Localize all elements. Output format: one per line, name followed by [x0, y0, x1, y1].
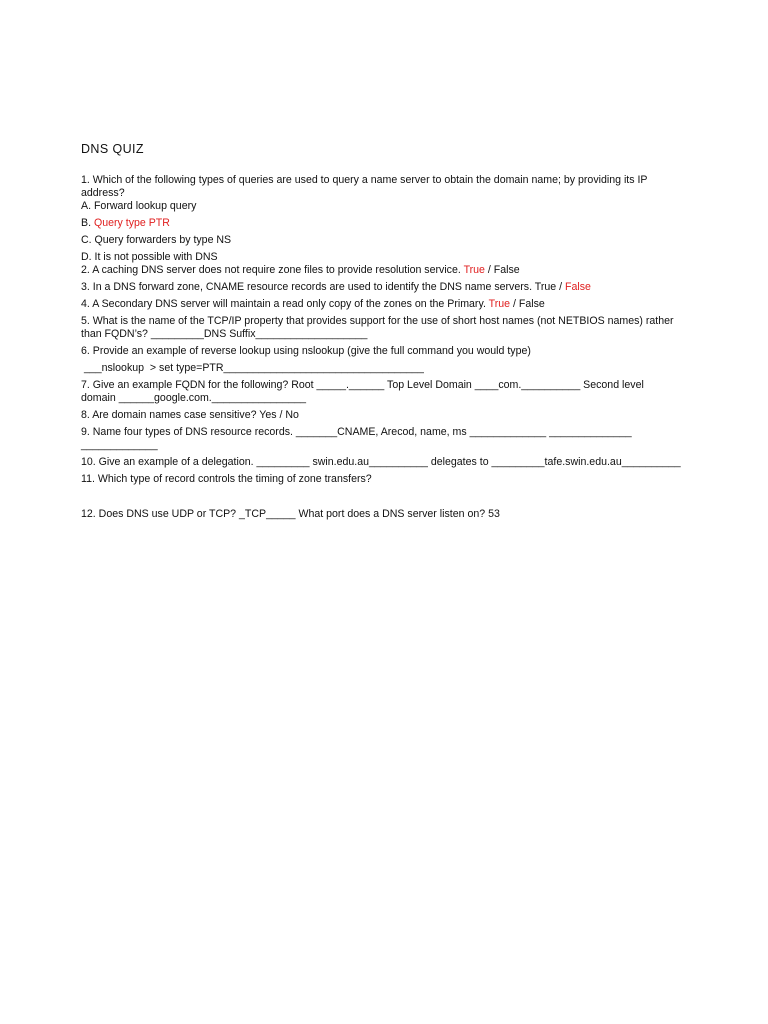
q1-option-a: A. Forward lookup query [81, 200, 197, 212]
q6-answer: ___nslookup > set type=PTR__________________________________ [81, 362, 424, 374]
question-4 [81, 298, 681, 311]
question-9: 9. Name four types of DNS resource records. _______CNAME, Arecod, name, ms _____________ ______________ _____________ [81, 426, 632, 451]
page-title: DNS QUIZ [81, 142, 144, 156]
question-7: 7. Give an example FQDN for the following? Root _____.______ Top Level Domain ____com.__________ Second level domain ______google.com.________________ [81, 379, 644, 404]
q1-option-c: C. Query forwarders by type NS [81, 234, 232, 246]
question-12: 12. Does DNS use UDP or TCP? _TCP_____ What port does a DNS server listen on? 53 [81, 508, 500, 520]
question-2 [81, 264, 681, 277]
question-6: 6. Provide an example of reverse lookup using nslookup (give the full command you would type) [81, 345, 531, 357]
q3-false-answer: False [564, 281, 591, 293]
q2-false-label: / False [484, 264, 520, 276]
q4-text: 4. A Secondary DNS server will maintain a read only copy of the zones on the Primary. [81, 298, 489, 310]
q3-text: 3. In a DNS forward zone, CNAME resource records are used to identify the DNS name servers. True / [81, 281, 565, 293]
q1-option-b-prefix: B. [81, 217, 94, 229]
q4-false-label: / False [510, 298, 545, 310]
q1-option-d: D. It is not possible with DNS [81, 251, 218, 263]
question-1: 1. Which of the following types of queries are used to query a name server to obtain the domain name; by providing its IP address? [81, 174, 648, 199]
question-10: 10. Give an example of a delegation. _________ swin.edu.au__________ delegates to _________tafe.swin.edu.au__________ [81, 456, 681, 468]
q2-true-answer: True [463, 264, 485, 276]
q1-option-b [81, 217, 681, 230]
question-8: 8. Are domain names case sensitive? Yes / No [81, 409, 299, 421]
question-5: 5. What is the name of the TCP/IP property that provides support for the use of short host names (not NETBIOS names) rather than FQDN’s? _________DNS Suffix___________________ [81, 315, 674, 340]
q1-option-b-answer: Query type PTR [93, 217, 170, 229]
quiz-content [81, 141, 681, 525]
q2-text: 2. A caching DNS server does not require zone files to provide resolution service. [81, 264, 464, 276]
question-3 [81, 281, 681, 294]
q4-true-answer: True [488, 298, 511, 310]
question-11: 11. Which type of record controls the timing of zone transfers? [81, 473, 372, 485]
